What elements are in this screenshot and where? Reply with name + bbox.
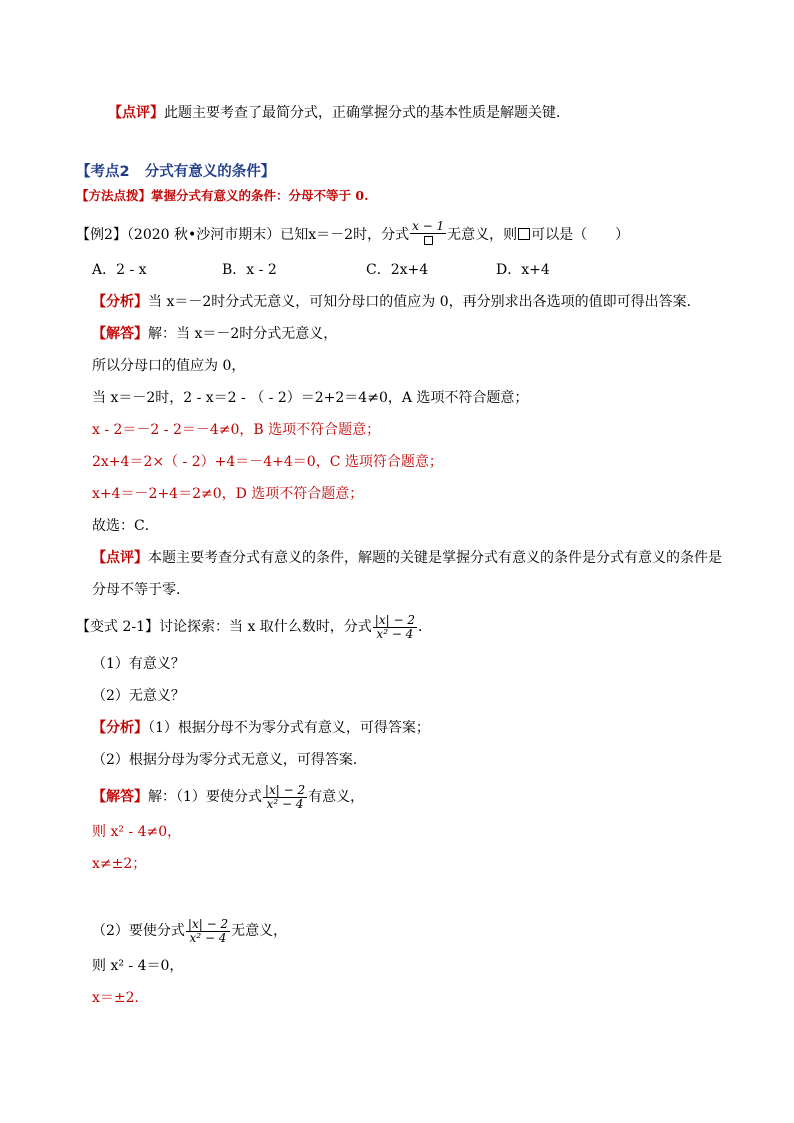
variant-q1: （1）有意义？ [92, 656, 185, 672]
comment-top [108, 103, 570, 123]
answer-1-line-6: x+4＝－2+4＝2≠0，D 选项不符合题意； [92, 486, 364, 502]
example-fraction [410, 220, 446, 250]
analysis-tag: 【分析】 [92, 294, 148, 310]
fraction-numerator: x − 1 [412, 219, 445, 233]
comment-text: 本题主要考查分式有意义的条件，解题的关键是掌握分式有意义的条件是分式有意义的条件是 [148, 550, 722, 566]
method-tag: 【方法点拨】 [76, 188, 152, 203]
variant-q2: （2）无意义？ [92, 688, 185, 704]
example-tag: 【例2】 [76, 227, 127, 243]
answer-text: 解：（1）要使分式 [148, 789, 262, 805]
answer-text-post: 无意义， [231, 923, 288, 939]
answer-2-line-3: x≠±2； [92, 856, 147, 872]
answer-text-post: 有意义， [308, 789, 365, 805]
analysis-text: （1）根据分母不为零分式有意义，可得答案； [148, 720, 430, 736]
answer-1-line-3: 当 x＝－2时，2 - x＝2 - （ - 2）＝2+2＝4≠0，A 选项不符合题意； [92, 390, 529, 406]
answer-1-line-5: 2x+4＝2×（ - 2）+4＝－4+4＝0，C 选项符合题意； [92, 454, 443, 470]
answer-tag: 【解答】 [92, 789, 148, 805]
comment-tag: 【点评】 [92, 550, 148, 566]
blank-box-icon [518, 228, 530, 240]
option-b: B．x - 2 [222, 262, 277, 278]
analysis-2-line-1 [92, 718, 430, 738]
variant-tag: 【变式 2-1】 [76, 619, 159, 635]
analysis-text: 当 x＝－2时分式无意义，可知分母口的值应为 0，再分别求出各选项的值即可得出答案． [148, 294, 701, 310]
section-title: 分式有意义的条件】 [144, 164, 276, 180]
answer-fraction-2 [186, 918, 230, 945]
answer-tag: 【解答】 [92, 326, 148, 342]
answer-2-line-1 [92, 782, 364, 812]
example-after: 无意义，则 [447, 227, 518, 243]
method-tip [76, 186, 368, 206]
option-a: A．2 - x [92, 262, 147, 278]
fraction-numerator: |x| − 2 [187, 916, 229, 931]
blank-box-icon [424, 236, 433, 245]
answer-2-line-4 [92, 916, 287, 946]
comment-1-line-1 [92, 548, 722, 568]
answer-text: 解：当 x＝－2时分式无意义， [148, 326, 338, 342]
fraction-numerator: |x| − 2 [264, 782, 306, 797]
comment-text: 此题主要考查了最简分式，正确掌握分式的基本性质是解题关键． [164, 105, 570, 121]
section-heading [76, 162, 275, 182]
example-source: （2020 秋•沙河市期末）已知 [126, 227, 309, 243]
answer-2-line-2: 则 x² - 4≠0， [92, 824, 182, 840]
comment-1-line-2: 分母不等于零． [92, 582, 190, 598]
option-d: D．x+4 [496, 262, 550, 278]
method-text: 掌握分式有意义的条件：分母不等于 0. [151, 188, 369, 203]
fraction-denominator: x² − 4 [376, 626, 414, 641]
variant-question: 【变式 2-1】讨论探索：当 x 取什么数时，分式 $\frac{|x| - 2}{\text{x² − 4}}$ ． [76, 612, 432, 641]
fraction-numerator: |x| − 2 [374, 612, 415, 627]
option-c: C．2x+4 [366, 262, 429, 278]
example-tail: 可以是（ ） [531, 227, 630, 243]
answer-fraction-1 [263, 784, 307, 811]
analysis-tag: 【分析】 [92, 720, 148, 736]
variant-text: 讨论探索：当 x 取什么数时，分式 [159, 619, 372, 635]
analysis-2-line-2: （2）根据分母为零分式无意义，可得答案． [92, 752, 367, 768]
answer-1-line-4: x - 2＝－2 - 2＝－4≠0，B 选项不符合题意； [92, 422, 381, 438]
fraction-denominator: x² − 4 [189, 930, 227, 945]
answer-text: （2）要使分式 [92, 923, 185, 939]
answer-1-line-7: 故选：C． [92, 518, 159, 534]
fraction-denominator: x² − 4 [266, 796, 304, 811]
example-condition: x＝－2时，分式 [308, 227, 410, 243]
answer-2-line-5: 则 x² - 4＝0， [92, 958, 184, 974]
example-question [76, 220, 629, 250]
answer-1-line-1 [92, 324, 337, 344]
variant-fraction [373, 614, 417, 641]
section-tag: 【考点2 [76, 164, 130, 180]
answer-2-line-6: x＝±2． [92, 990, 149, 1006]
comment-tag: 【点评】 [108, 105, 164, 121]
answer-1-line-2: 所以分母口的值应为 0， [92, 358, 246, 374]
analysis-1 [92, 292, 701, 312]
